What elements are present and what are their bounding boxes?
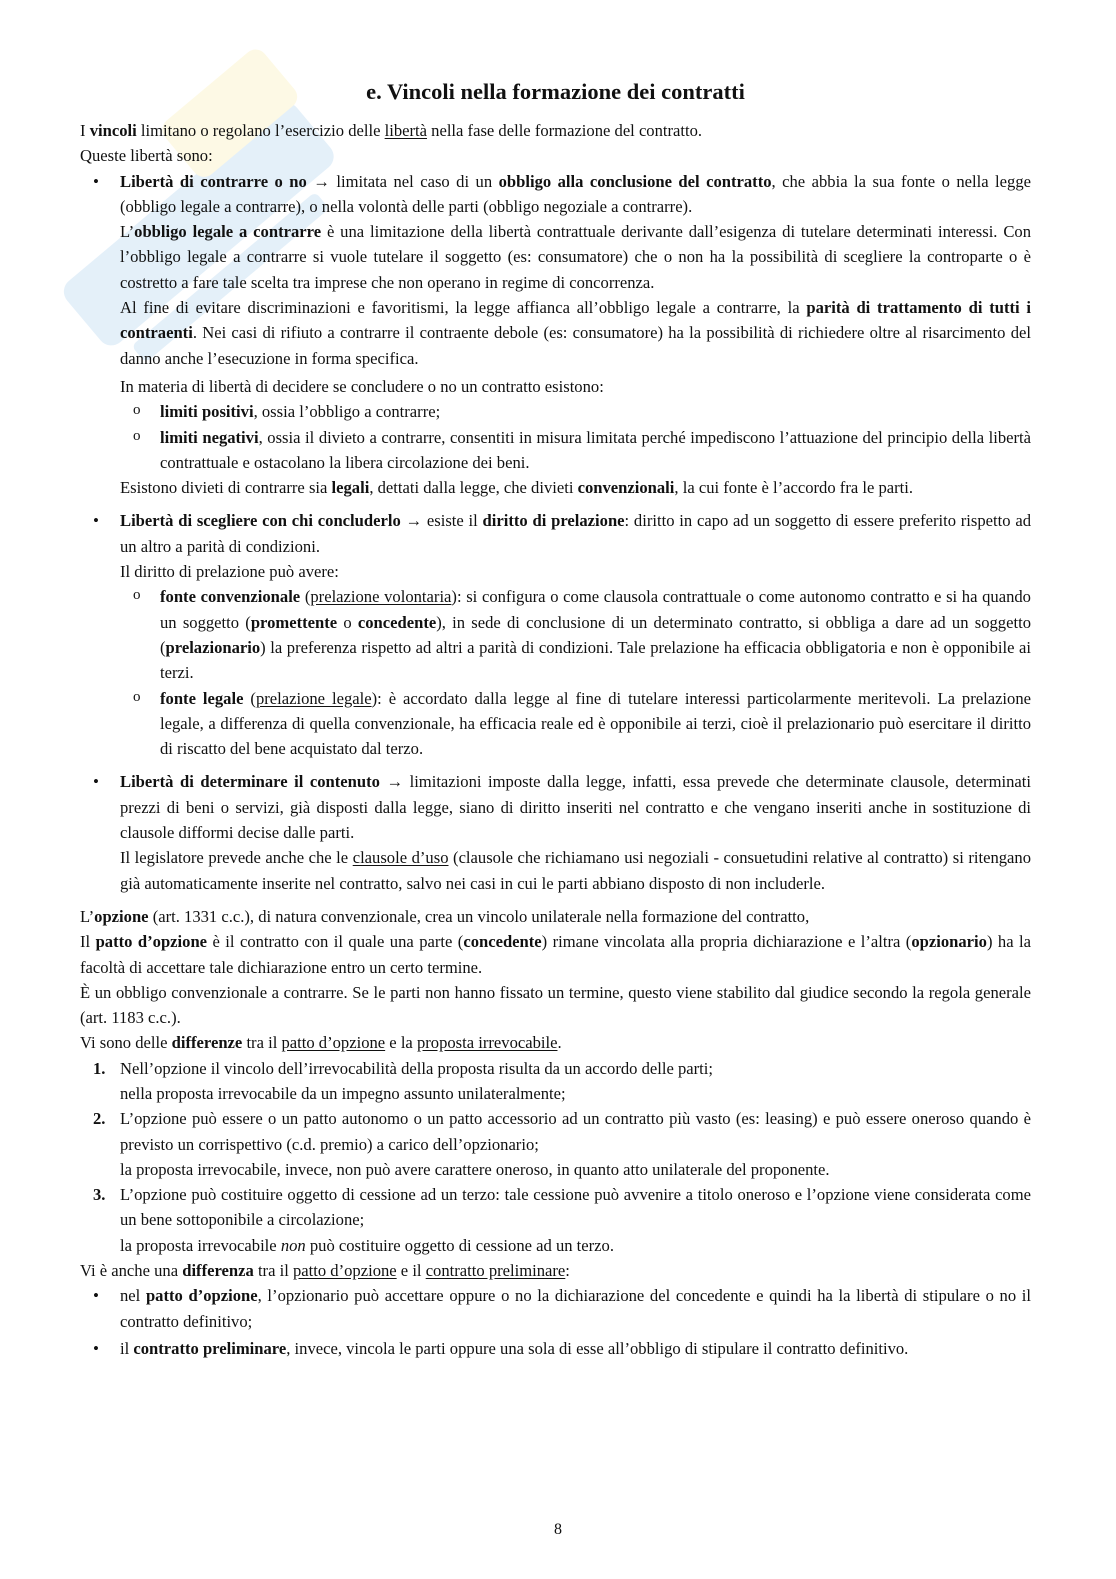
list-item: 2. L’opzione può essere o un patto autonomo o un patto accessorio ad un contratto più vasto (es: leasing) e può essere oneroso quando è previsto un corrispettivo (c.d. premio) a carico dell’opzionario; la proposta irrevocabile, invece, non può avere carattere oneroso, in quanto atto unilaterale del proponente. bbox=[93, 1109, 1031, 1179]
list-item-fonte-convenzionale: o fonte convenzionale (prelazione volontaria): si configura o come clausola contrattuale o come autonomo contratto e si ha quando un soggetto (promettente o concedente), in sede di conclusione di un determinato contratto, si obbliga a dare ad un soggetto (prelazionario) la preferenza rispetto ad altri a parità di condizioni. Tale prelazione ha efficacia obbligatoria e non è opponibile ai terzi. bbox=[120, 584, 1031, 685]
list-item: • nel patto d’opzione, l’opzionario può accettare oppure o no la dichiarazione del concedente e quindi ha la libertà di stipulare o no il contratto definitivo; bbox=[80, 1283, 1031, 1334]
list-item-contrarre: • Libertà di contrarre o no → limitata nel caso di un obbligo alla conclusione del contratto, che abbia la sua fonte o nella legge (obbligo legale a contrarre), o nella volontà delle parti (obbligo negoziale a contrarre). L’obbligo legale a contrarre è una limitazione della libertà contrattuale derivante dall’esigenza di tutelare determinati interessi. Con l’obbligo legale a contrarre si vuole tutelare il soggetto (es: consumatore) che o non ha la possibilità di scegliere la controparte o è costretto a fare tale scelta tra imprese che non operano in regime di concorrenza. Al fine di evitare discriminazioni e favoritismi, la legge affianca all’obbligo legale a contrarre, la parità di trattamento di tutti i contraenti. Nei casi di rifiuto a contrarre il contraente debole (es: consumatore) ha la possibilità di richiedere oltre al risarcimento del danno anche l’esecuzione in forma specifica. In materia di libertà di decidere se concludere o no un contratto esistono: o limiti positivi, ossia l’obbligo a contrarre; o limiti negativi, ossia il divieto a contrarre, consentiti in misura limitata perché impediscono l’attuazione del principio della libertà contrattuale e ostacolano la libera circolazione dei beni. Esistono divieti di contrarre sia legali, dettati dalla legge, che divieti convenzionali, la cui fonte è l’accordo fra le parti. bbox=[80, 169, 1031, 501]
list-item: • il contratto preliminare, invece, vincola le parti oppure una sola di esse all’obbligo di stipulare il contratto definitivo. bbox=[80, 1336, 1031, 1361]
list-item-scegliere: • Libertà di scegliere con chi concluderlo → esiste il diritto di prelazione: diritto in capo ad un soggetto di essere preferito rispetto ad un altro a parità di condizioni. Il diritto di prelazione può avere: o fonte convenzionale (prelazione volontaria): si configura o come clausola contrattuale o come autonomo contratto e si ha quando un soggetto (promettente o concedente), in sede di conclusione di un determinato contratto, si obbliga a dare ad un soggetto (prelazionario) la preferenza rispetto ad altri a parità di condizioni. Tale prelazione ha efficacia obbligatoria e non è opponibile ai terzi. o fonte legale (prelazione legale): è accordato dalla legge al fine di tutelare interessi particolarmente meritevoli. La prelazione legale, a differenza di quella convenzionale, ha efficacia reale ed è opponibile ai terzi, cioè il prelazionario può esercitare il diritto di riscatto del bene acquistato dal terzo. bbox=[80, 508, 1031, 761]
list-item-fonte-legale: o fonte legale (prelazione legale): è accordato dalla legge al fine di tutelare interessi particolarmente meritevoli. La prelazione legale, a differenza di quella convenzionale, ha efficacia reale ed è opponibile ai terzi, cioè il prelazionario può esercitare il diritto di riscatto del bene acquistato dal terzo. bbox=[120, 686, 1031, 762]
prelazione-sublist bbox=[120, 584, 1031, 761]
limits-sublist bbox=[120, 399, 1031, 475]
intro-list-lead: Queste libertà sono: bbox=[80, 146, 213, 166]
differences-list bbox=[80, 1056, 1031, 1258]
list-item-limiti-positivi: o limiti positivi, ossia l’obbligo a contrarre; bbox=[120, 399, 1031, 424]
list-item-limiti-negativi: o limiti negativi, ossia il divieto a contrarre, consentiti in misura limitata perché impediscono l’attuazione del principio della libertà contrattuale e ostacolano la libera circolazione dei beni. bbox=[120, 425, 1031, 476]
freedoms-list bbox=[80, 169, 1031, 896]
page-number: 8 bbox=[554, 1521, 562, 1538]
list-item: 1. Nell’opzione il vincolo dell’irrevocabilità della proposta risulta da un accordo delle parti; nella proposta irrevocabile da un impegno assunto unilateralmente; bbox=[93, 1058, 714, 1103]
opzione-section: L’opzione (art. 1331 c.c.), di natura convenzionale, crea un vincolo unilaterale nella formazione del contratto, Il patto d’opzione è il contratto con il quale una parte (concedente) rimane vincolata alla propria dichiarazione e l’altra (opzionario) ha la facoltà di accettare tale dichiarazione entro un certo termine. È un obbligo convenzionale a contrarre. Se le parti non hanno fissato un termine, questo viene stabilito dal giudice secondo la regola generale (art. 1183 c.c.). Vi sono delle differenze tra il patto d’opzione e la proposta irrevocabile. 1. Nell’opzione il vincolo dell’irrevocabilità della proposta risulta da un accordo delle parti; nella proposta irrevocabile da un impegno assunto unilateralmente; 2. L’opzione può essere o un patto autonomo o un patto accessorio ad un contratto più vasto (es: leasing) e può essere oneroso quando è previsto un corrispettivo (c.d. premio) a carico dell’opzionario; la proposta irrevocabile, invece, non può avere carattere oneroso, in quanto atto unilaterale del proponente. 3. L’opzione può costituire oggetto di cessione ad un terzo: tale cessione può avvenire a titolo oneroso e l’opzione viene considerata come un bene sottoponibile a circolazione; la proposta irrevocabile non può costituire oggetto di cessione ad un terzo. Vi è anche una differenza tra il patto d’opzione e il contratto preliminare: • nel patto d’opzione, l’opzionario può accettare oppure o no la dichiarazione del concedente e quindi ha la libertà di stipulare o no il contratto definitivo; • il contratto preliminare, invece, vincola le parti oppure una sola di esse all’obbligo di stipulare il contratto definitivo. bbox=[80, 904, 1031, 1361]
section-title: e. Vincoli nella formazione dei contratti bbox=[366, 79, 745, 104]
document-body bbox=[80, 78, 1031, 1361]
list-item: 3. L’opzione può costituire oggetto di cessione ad un terzo: tale cessione può avvenire a titolo oneroso e l’opzione viene considerata come un bene sottoponibile a circolazione; la proposta irrevocabile non può costituire oggetto di cessione ad un terzo. bbox=[93, 1185, 1031, 1255]
preliminare-list bbox=[80, 1283, 1031, 1361]
list-item-contenuto: • Libertà di determinare il contenuto → limitazioni imposte dalla legge, infatti, essa prevede che determinate clausole, determinati prezzi di beni o servizi, già disposti dalla legge, siano di diritto inseriti nel contratto e che vengano inseriti anche in sostituzione di clausole difformi decise dalle parti. Il legislatore prevede anche che le clausole d’uso (clausole che richiamano usi negoziali - consuetudini relative al contratto) si ritengano già automaticamente inserite nel contratto, salvo nei casi in cui le parti abbiano disposto di non includerle. bbox=[80, 769, 1031, 895]
intro-paragraph: I vincoli limitano o regolano l’esercizio delle libertà nella fase delle formazione del contratto. bbox=[80, 121, 703, 140]
